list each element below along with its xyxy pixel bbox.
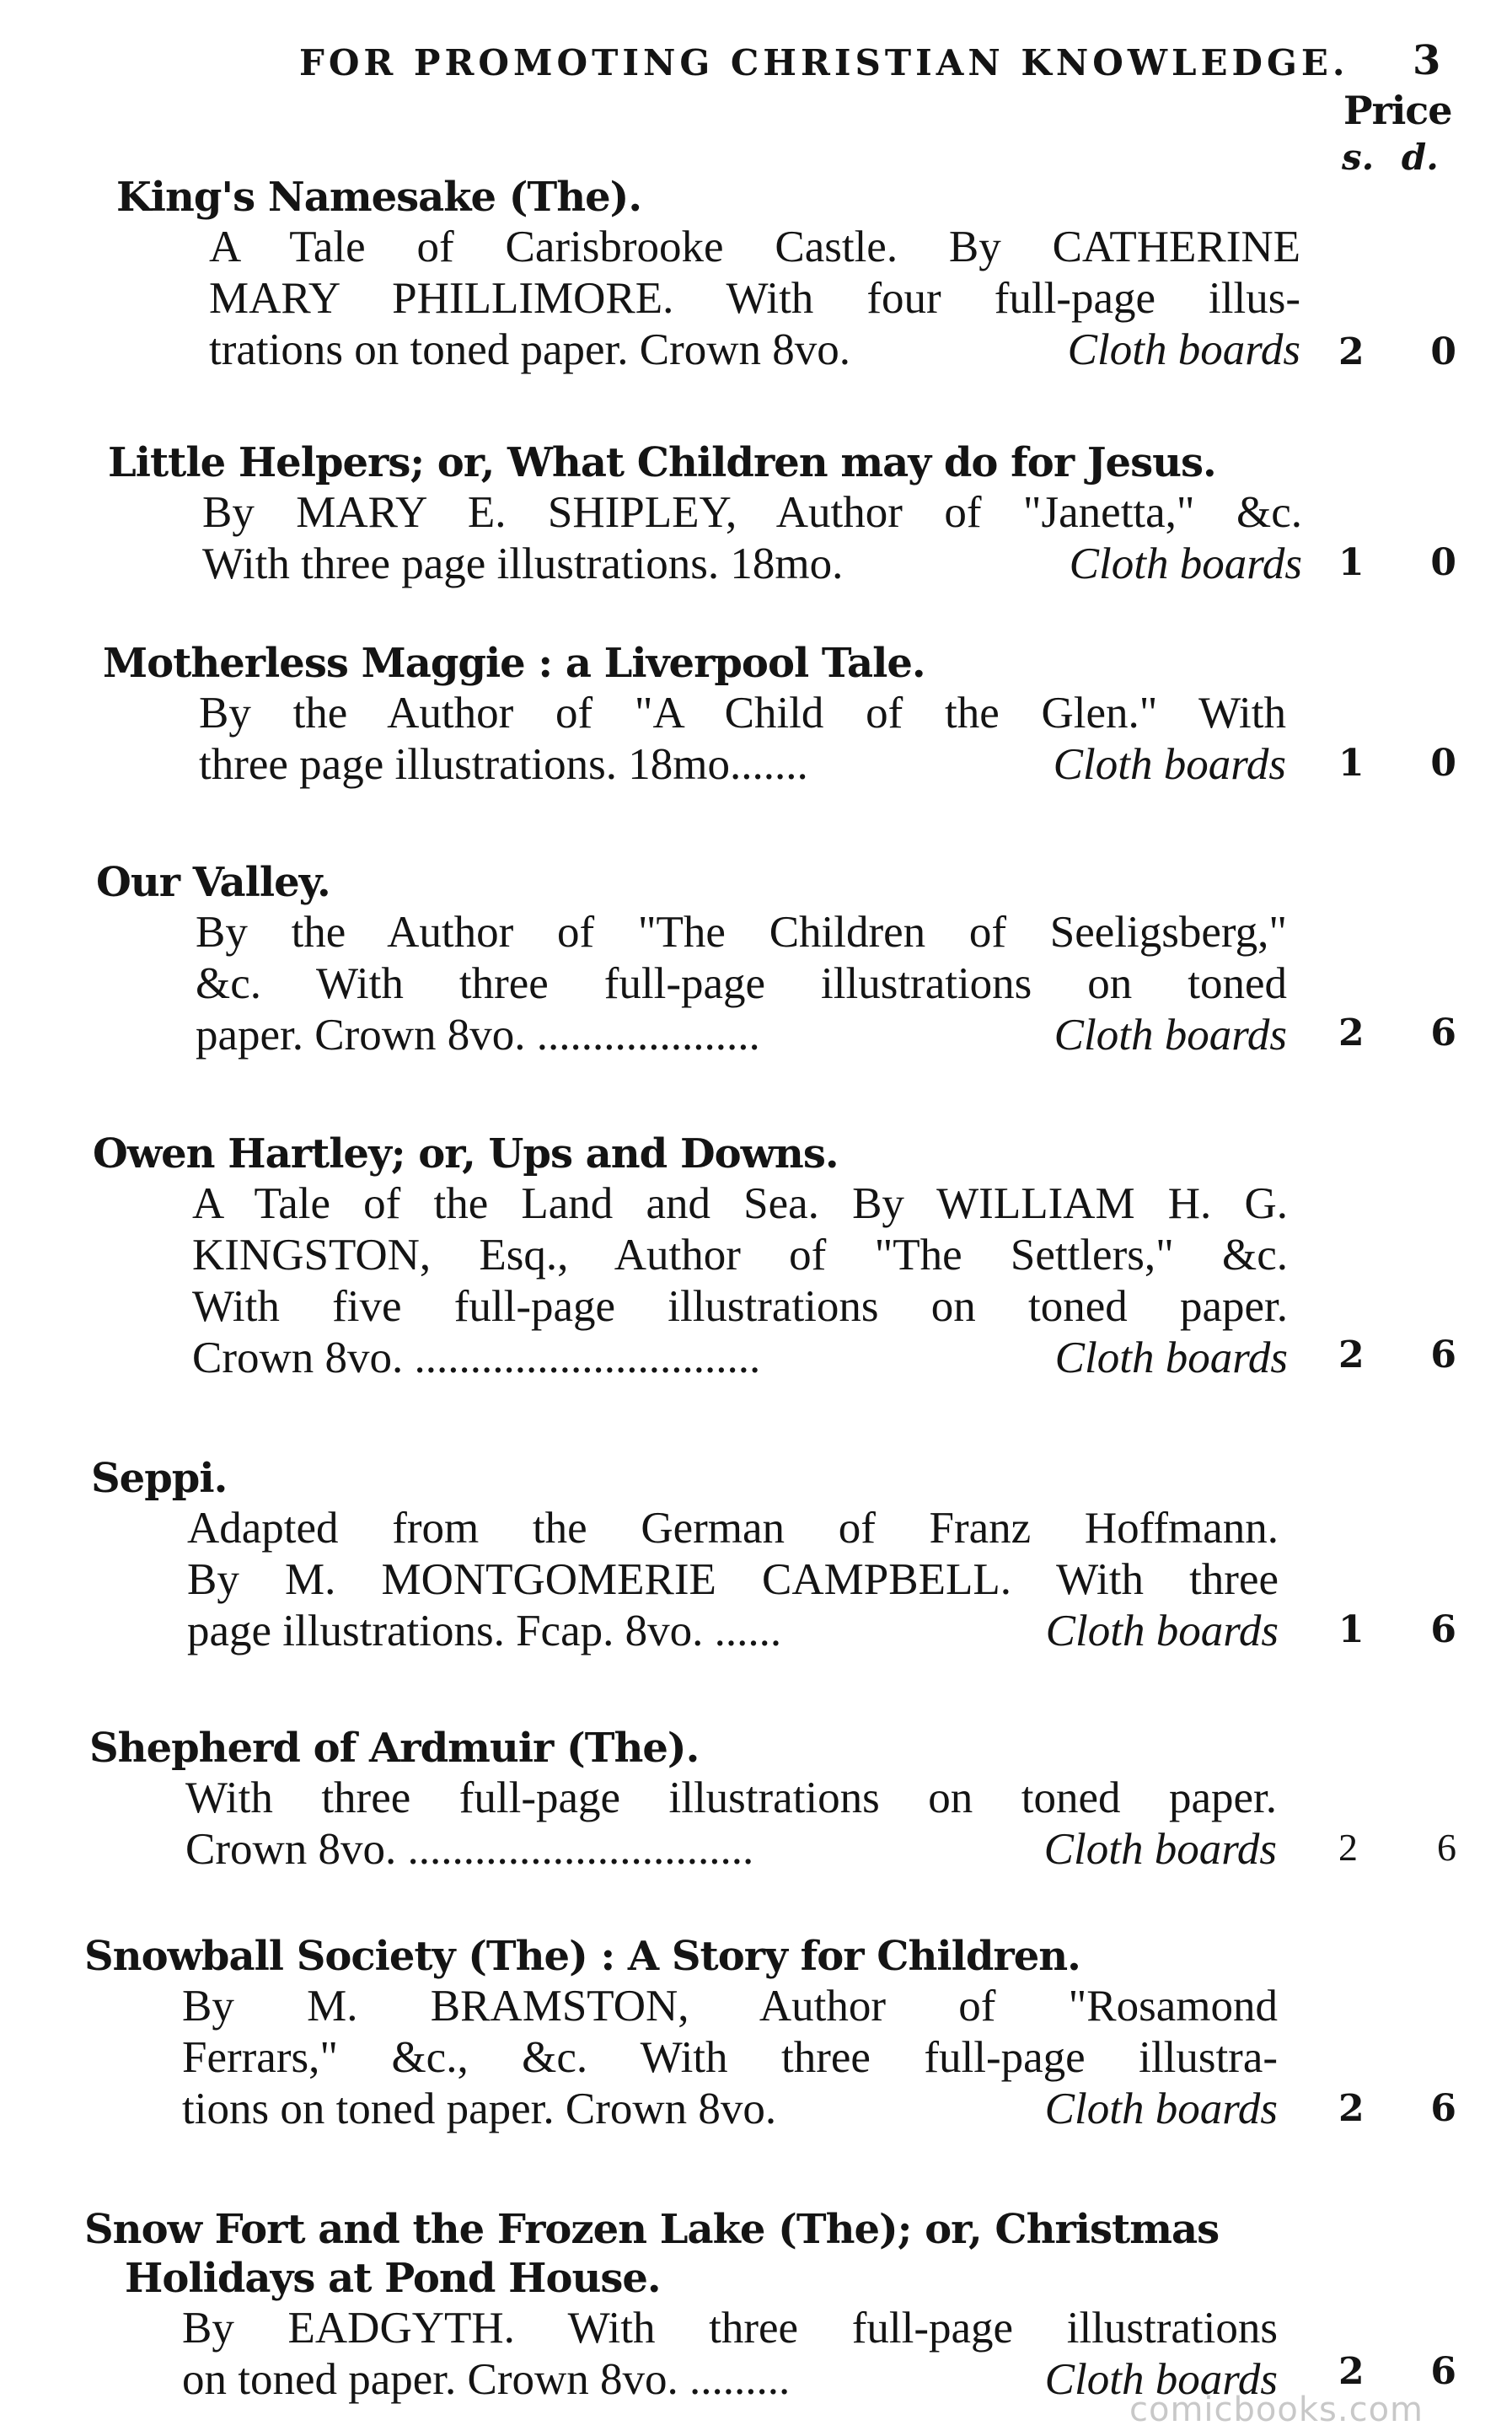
binding-label: Cloth boards <box>1043 1825 1277 1874</box>
entry-title: Shepherd of Ardmuir (The). <box>89 1725 700 1772</box>
description-line-final <box>192 1333 1288 1384</box>
catalogue-entry <box>116 173 1300 376</box>
description-line: page illustrations. Fcap. 8vo. ...... <box>187 1607 782 1655</box>
entry-description <box>182 2303 1278 2406</box>
entry-title: Seppi. <box>91 1455 228 1502</box>
price-pence: 6 <box>1430 1011 1456 1054</box>
price-pence: 0 <box>1430 541 1456 584</box>
catalogue-entry <box>93 1129 1288 1384</box>
entry-title: Motherless Maggie : a Liverpool Tale. <box>103 640 925 687</box>
entry-title-continued: Holidays at Pond House. <box>125 2255 661 2302</box>
price-pence: 6 <box>1437 1826 1456 1869</box>
catalogue-entry <box>96 858 1287 1061</box>
price-shillings: 2 <box>1338 1011 1365 1054</box>
description-line: on toned paper. Crown 8vo. ......... <box>182 2355 791 2404</box>
description-line: By EADGYTH. With three full-page illustrations <box>182 2304 1278 2353</box>
entry-description <box>196 907 1287 1061</box>
entry-title: King's Namesake (The). <box>116 174 642 221</box>
description-line: With five full-page illustrations on toned paper. <box>192 1282 1288 1331</box>
binding-label: Cloth boards <box>1044 2355 1278 2404</box>
entry-price <box>1338 742 1456 785</box>
entry-price <box>1338 1608 1456 1651</box>
page-number: 3 <box>1413 37 1441 84</box>
price-shillings: 1 <box>1338 541 1365 584</box>
page-header-title: FOR PROMOTING CHRISTIAN KNOWLEDGE. <box>299 42 1349 83</box>
binding-label: Cloth boards <box>1054 1011 1287 1060</box>
price-shillings: 1 <box>1338 742 1365 785</box>
binding-label: Cloth boards <box>1069 539 1302 588</box>
description-line: With three full-page illustrations on toned paper. <box>185 1773 1277 1822</box>
entry-description <box>187 1503 1279 1657</box>
description-line: paper. Crown 8vo. .................... <box>196 1011 760 1060</box>
entry-description <box>192 1178 1288 1384</box>
watermark: comicbooks.com <box>1129 2390 1424 2429</box>
entry-price <box>1338 2087 1456 2130</box>
description-line: MARY PHILLIMORE. With four full-page illus- <box>209 274 1300 323</box>
description-line-final <box>209 325 1300 376</box>
description-line: By M. BRAMSTON, Author of "Rosamond <box>182 1982 1278 2031</box>
description-line: &c. With three full-page illustrations on toned <box>196 959 1287 1008</box>
entry-price <box>1338 330 1456 373</box>
description-line-final <box>185 1824 1277 1875</box>
price-units-label: s. d. <box>1342 137 1439 178</box>
price-pence: 6 <box>1430 1333 1456 1376</box>
catalogue-entry <box>108 438 1302 590</box>
description-line: With three page illustrations. 18mo. <box>202 539 844 588</box>
entry-title: Snow Fort and the Frozen Lake (The); or, Christmas <box>84 2206 1220 2253</box>
price-pence: 0 <box>1430 742 1456 785</box>
entry-price <box>1338 2350 1456 2393</box>
price-shillings: 2 <box>1338 2350 1365 2393</box>
description-line-final <box>182 2354 1278 2406</box>
description-line: Adapted from the German of Franz Hoffmann. <box>187 1504 1279 1553</box>
description-line-final <box>187 1606 1279 1657</box>
entry-price <box>1338 1333 1456 1376</box>
description-line: Crown 8vo. ............................... <box>192 1333 761 1382</box>
entry-description <box>202 487 1302 590</box>
binding-label: Cloth boards <box>1053 740 1286 789</box>
description-line: Crown 8vo. ............................... <box>185 1825 754 1874</box>
price-pence: 6 <box>1430 2350 1456 2393</box>
price-shillings: 2 <box>1338 330 1365 373</box>
description-line-final <box>182 2084 1278 2135</box>
description-line: tions on toned paper. Crown 8vo. <box>182 2085 777 2133</box>
entry-price <box>1338 1825 1456 1870</box>
description-line-final <box>199 739 1286 791</box>
entry-description <box>185 1773 1277 1875</box>
description-line: By the Author of "A Child of the Glen." With <box>199 689 1286 738</box>
price-column-label: Price <box>1343 88 1452 133</box>
description-line: By MARY E. SHIPLEY, Author of "Janetta," &c. <box>202 488 1302 537</box>
price-pence: 6 <box>1430 2087 1456 2130</box>
description-line: Ferrars," &c., &c. With three full-page illustra- <box>182 2033 1278 2082</box>
price-shillings: 2 <box>1338 2087 1365 2130</box>
entry-title: Snowball Society (The) : A Story for Children. <box>84 1933 1080 1980</box>
price-shillings: 2 <box>1338 1826 1358 1869</box>
description-line: A Tale of the Land and Sea. By WILLIAM H. G. <box>192 1179 1288 1228</box>
entry-title: Little Helpers; or, What Children may do for Jesus. <box>108 439 1216 486</box>
description-line-final <box>196 1010 1287 1061</box>
catalogue-entry <box>103 639 1286 791</box>
entry-title: Owen Hartley; or, Ups and Downs. <box>93 1130 839 1178</box>
catalogue-entry <box>84 1932 1278 2135</box>
binding-label: Cloth boards <box>1067 325 1300 374</box>
description-line: By M. MONTGOMERIE CAMPBELL. With three <box>187 1555 1279 1604</box>
binding-label: Cloth boards <box>1045 1607 1279 1655</box>
description-line: By the Author of "The Children of Seeligsberg," <box>196 908 1287 957</box>
description-line-final <box>202 539 1302 590</box>
description-line: trations on toned paper. Crown 8vo. <box>209 325 851 374</box>
entry-description <box>199 688 1286 791</box>
entry-price <box>1338 541 1456 584</box>
entry-price <box>1338 1011 1456 1054</box>
price-pence: 0 <box>1430 330 1456 373</box>
price-shillings: 1 <box>1338 1608 1365 1651</box>
price-shillings: 2 <box>1338 1333 1365 1376</box>
price-pence: 6 <box>1430 1608 1456 1651</box>
entry-description <box>182 1981 1278 2135</box>
catalogue-entry <box>89 1724 1277 1875</box>
catalogue-entry <box>84 2205 1278 2406</box>
binding-label: Cloth boards <box>1054 1333 1288 1382</box>
description-line: KINGSTON, Esq., Author of "The Settlers," &c. <box>192 1231 1288 1280</box>
description-line: three page illustrations. 18mo....... <box>199 740 808 789</box>
entry-title: Our Valley. <box>96 859 330 906</box>
description-line: A Tale of Carisbrooke Castle. By CATHERINE <box>209 223 1300 271</box>
entry-description <box>209 222 1300 376</box>
catalogue-entry <box>91 1454 1279 1657</box>
binding-label: Cloth boards <box>1044 2085 1278 2133</box>
